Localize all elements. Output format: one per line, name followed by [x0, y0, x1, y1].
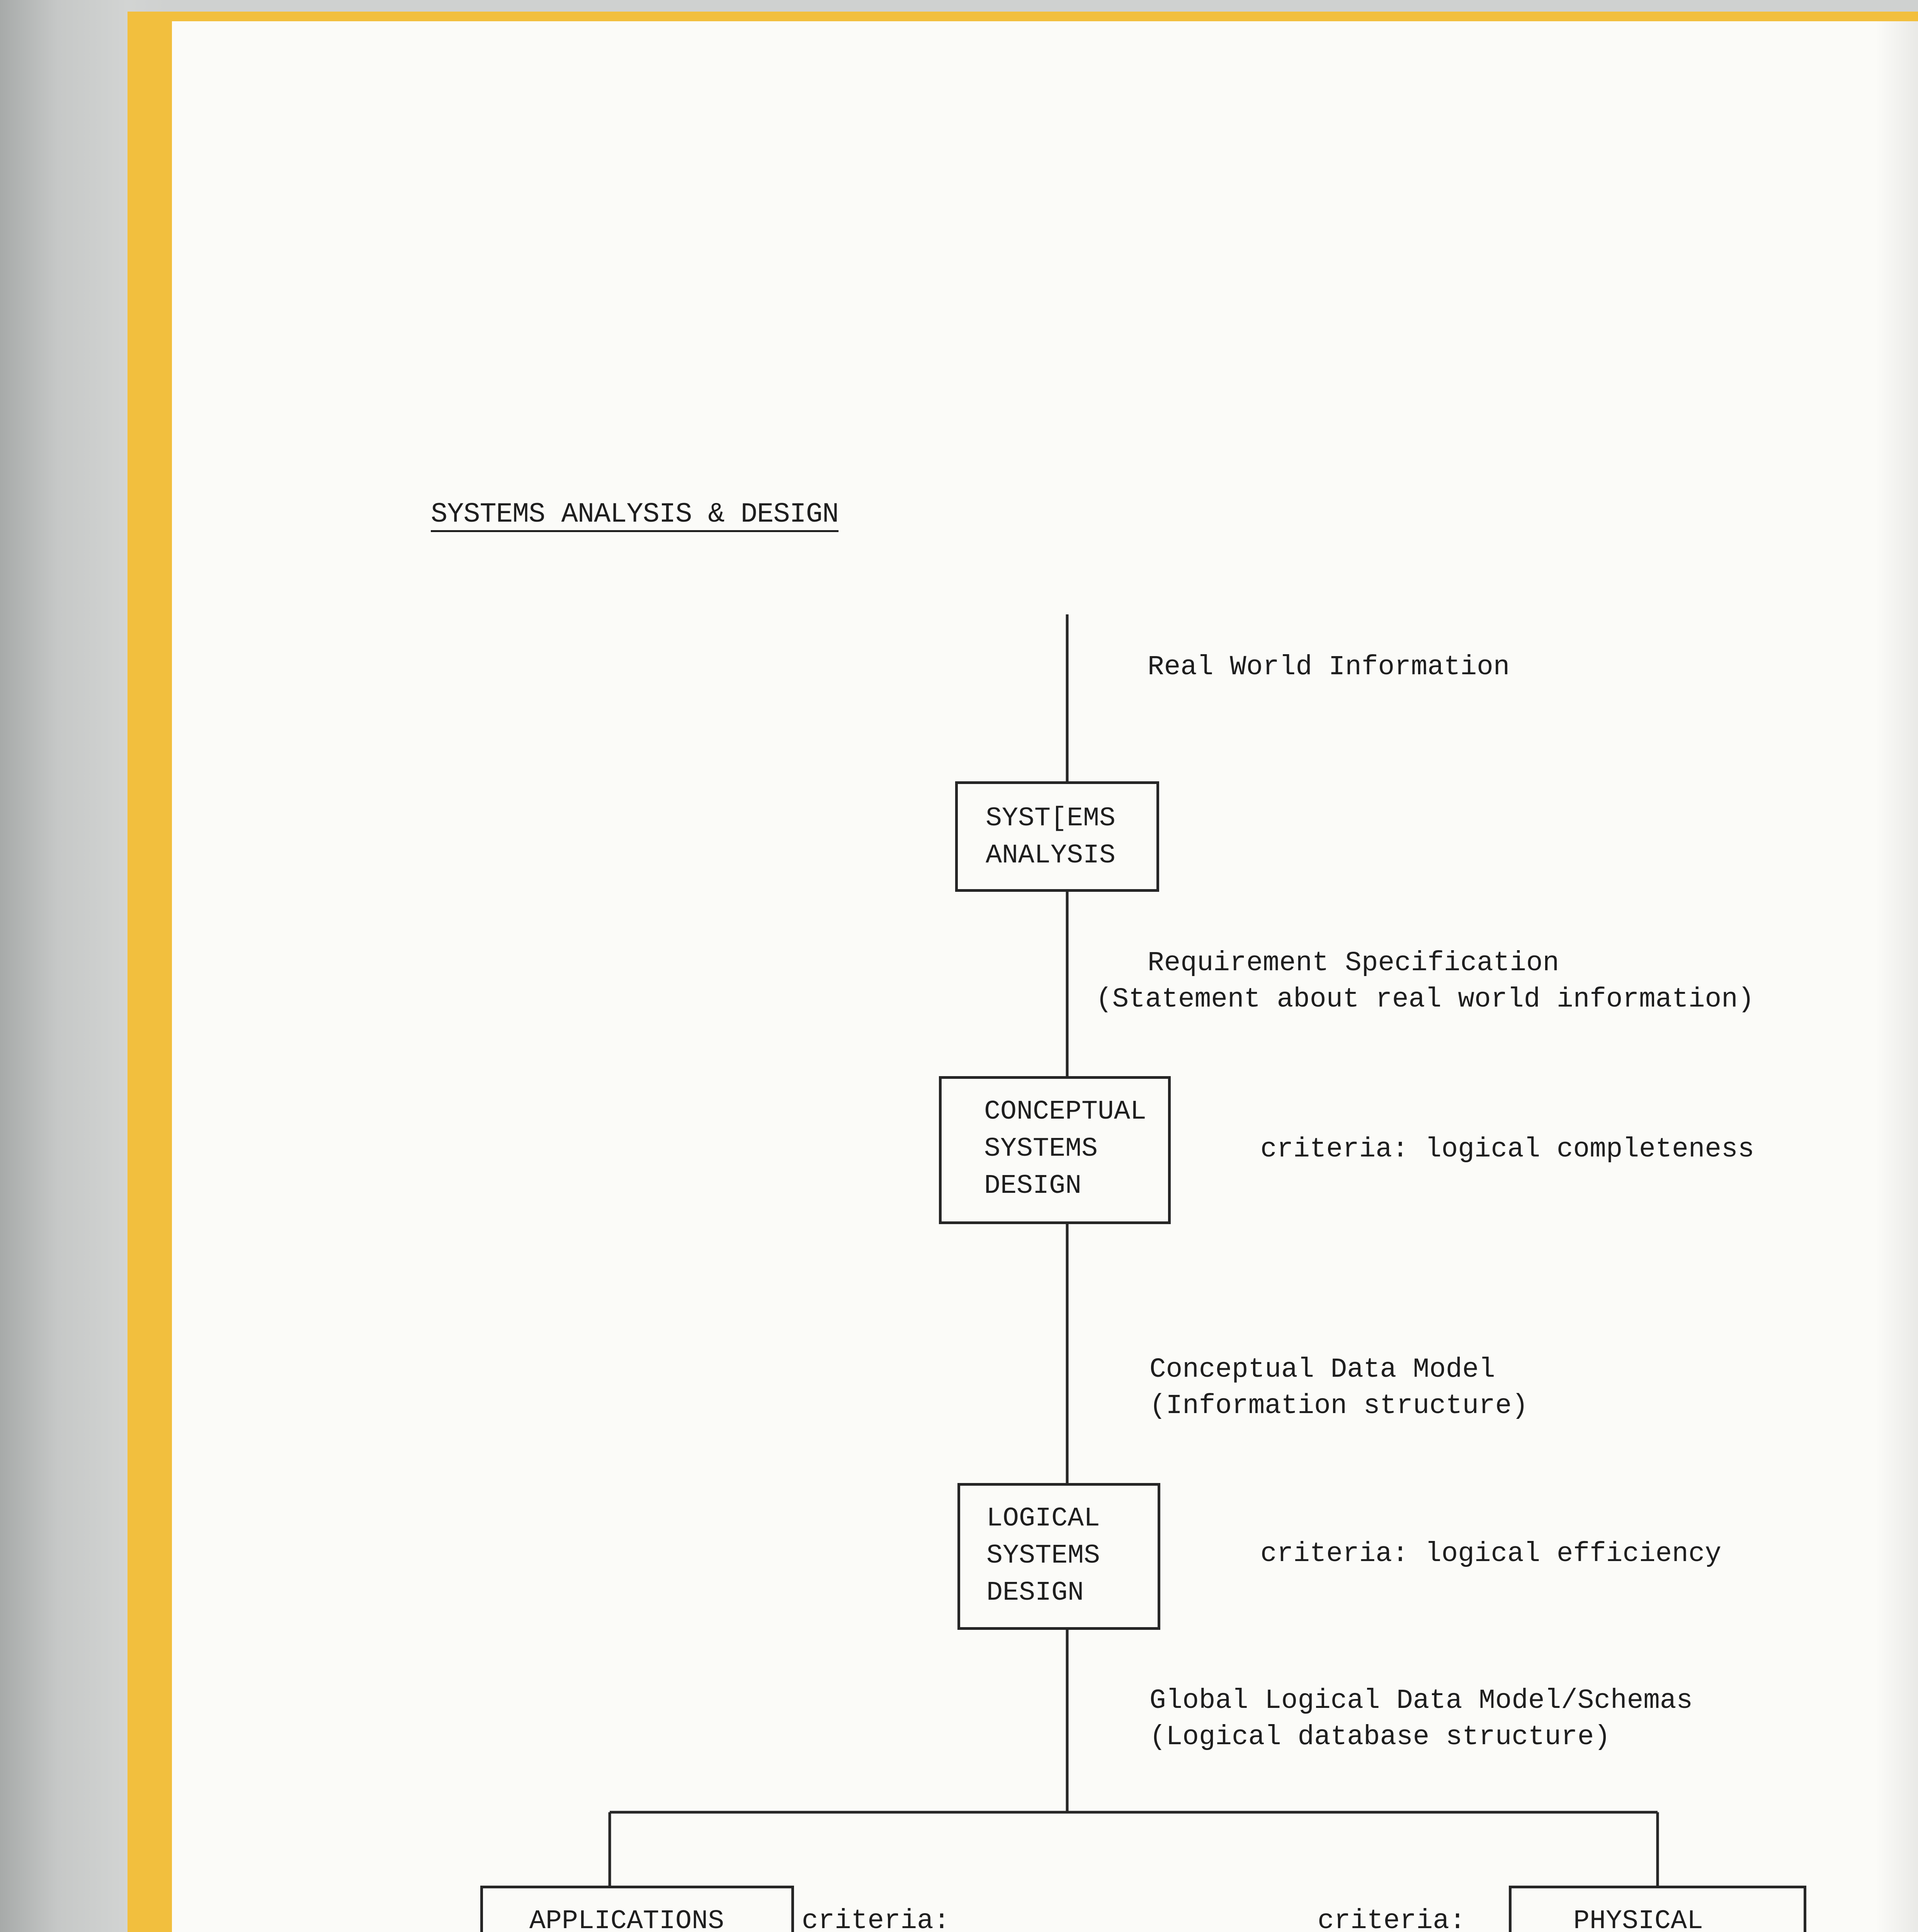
conceptual-systems-design-box: CONCEPTUAL SYSTEMS DESIGN: [939, 1076, 1171, 1224]
systems-analysis-box: SYST[EMS ANALYSIS: [955, 781, 1159, 892]
logical-criteria-label: criteria: logical efficiency: [1260, 1539, 1721, 1570]
real-world-information-label: Real World Information: [1148, 652, 1510, 683]
conceptual-criteria-label: criteria: logical completeness: [1260, 1134, 1755, 1165]
logical-systems-design-box: LOGICAL SYSTEMS DESIGN: [957, 1483, 1160, 1630]
page-title: SYSTEMS ANALYSIS & DESIGN: [431, 498, 839, 530]
applications-criteria-label: criteria:: [802, 1906, 950, 1932]
conceptual-data-model-label: Conceptual Data Model (Information structure): [1149, 1354, 1528, 1422]
physical-criteria-label: criteria:: [1318, 1906, 1466, 1932]
physical-systems-design-box: PHYSICAL: [1509, 1886, 1806, 1932]
applications-systems-design-box: APPLICATIONS: [480, 1886, 794, 1932]
requirement-specification-label: Requirement Specification (Statement about real world information): [1096, 948, 1755, 1015]
global-logical-data-model-label: Global Logical Data Model/Schemas (Logical database structure): [1149, 1685, 1693, 1753]
